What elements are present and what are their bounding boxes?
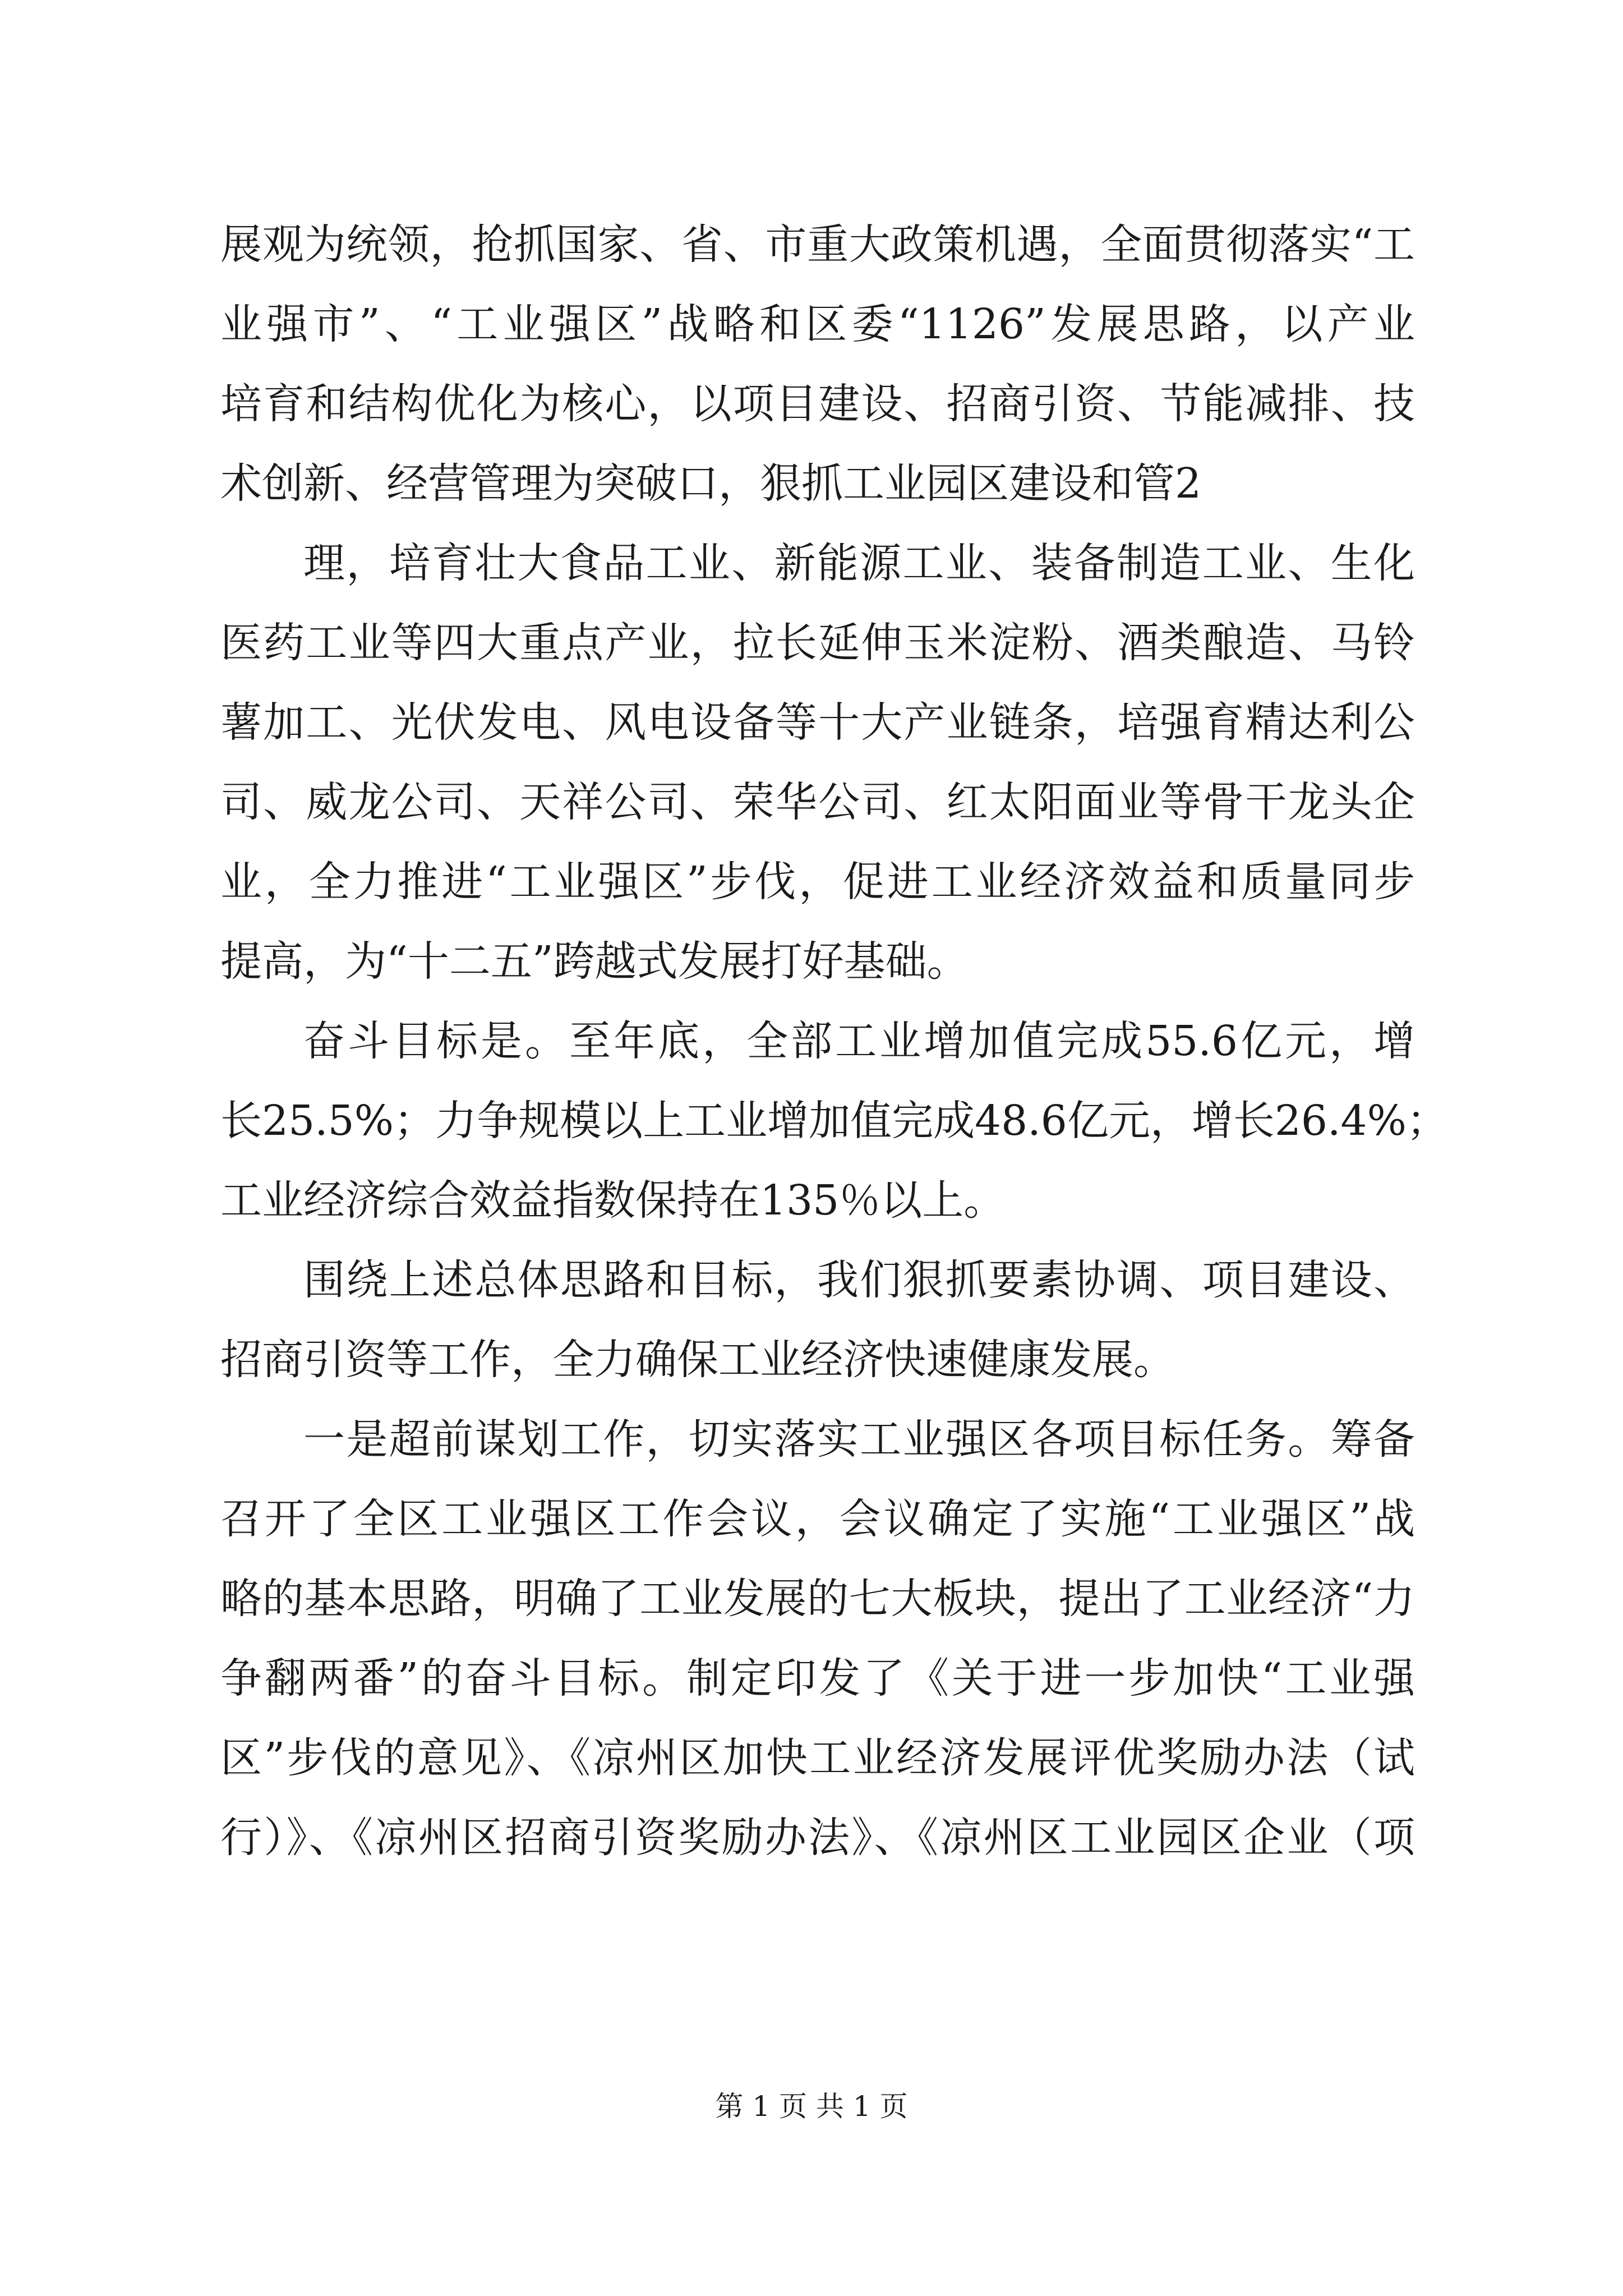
text-line: 围绕上述总体思路和目标，我们狠抓要素协调、项目建设、 bbox=[303, 1256, 1415, 1304]
text-line: 略的基本思路，明确了工业发展的七大板块，提出了工业经济“力 bbox=[220, 1575, 1415, 1623]
text-line: 业强市”、“工业强区”战略和区委“1126”发展思路，以产业 bbox=[220, 300, 1415, 348]
text-line: 薯加工、光伏发电、风电设备等十大产业链条，培强育精达利公 bbox=[220, 698, 1415, 747]
text-line: 司、威龙公司、天祥公司、荣华公司、红太阳面业等骨干龙头企 bbox=[220, 778, 1415, 826]
text-line: 长25.5%；力争规模以上工业增加值完成48.6亿元，增长26.4%； bbox=[220, 1097, 1448, 1145]
text-line: 区”步伐的意见》、《凉州区加快工业经济发展评优奖励办法（试 bbox=[220, 1734, 1415, 1782]
text-line: 召开了全区工业强区工作会议，会议确定了实施“工业强区”战 bbox=[220, 1495, 1415, 1543]
text-line: 行）》、《凉州区招商引资奖励办法》、《凉州区工业园区企业（项 bbox=[220, 1814, 1415, 1862]
text-line: 业，全力推进“工业强区”步伐，促进工业经济效益和质量同步 bbox=[220, 858, 1415, 906]
text-line: 展观为统领，抢抓国家、省、市重大政策机遇，全面贯彻落实“工 bbox=[220, 220, 1415, 269]
text-line: 奋斗目标是。至年底，全部工业增加值完成55.6亿元，增 bbox=[303, 1017, 1415, 1065]
text-line: 招商引资等工作，全力确保工业经济快速健康发展。 bbox=[220, 1336, 1175, 1384]
text-line: 术创新、经营管理为突破口，狠抓工业园区建设和管2 bbox=[220, 459, 1202, 508]
text-line: 培育和结构优化为核心，以项目建设、招商引资、节能减排、技 bbox=[220, 380, 1415, 428]
text-line: 争翻两番”的奋斗目标。制定印发了《关于进一步加快“工业强 bbox=[220, 1654, 1415, 1703]
page-number-footer: 第 1 页 共 1 页 bbox=[715, 2090, 908, 2123]
body-text bbox=[220, 205, 1448, 1878]
text-line: 医药工业等四大重点产业，拉长延伸玉米淀粉、酒类酿造、马铃 bbox=[220, 619, 1415, 667]
text-line: 理，培育壮大食品工业、新能源工业、装备制造工业、生化 bbox=[303, 539, 1415, 587]
text-line: 工业经济综合效益指数保持在135％以上。 bbox=[220, 1176, 1006, 1225]
text-line: 一是超前谋划工作，切实落实工业强区各项目标任务。筹备 bbox=[303, 1415, 1415, 1464]
text-line: 提高，为“十二五”跨越式发展打好基础。 bbox=[220, 937, 969, 986]
